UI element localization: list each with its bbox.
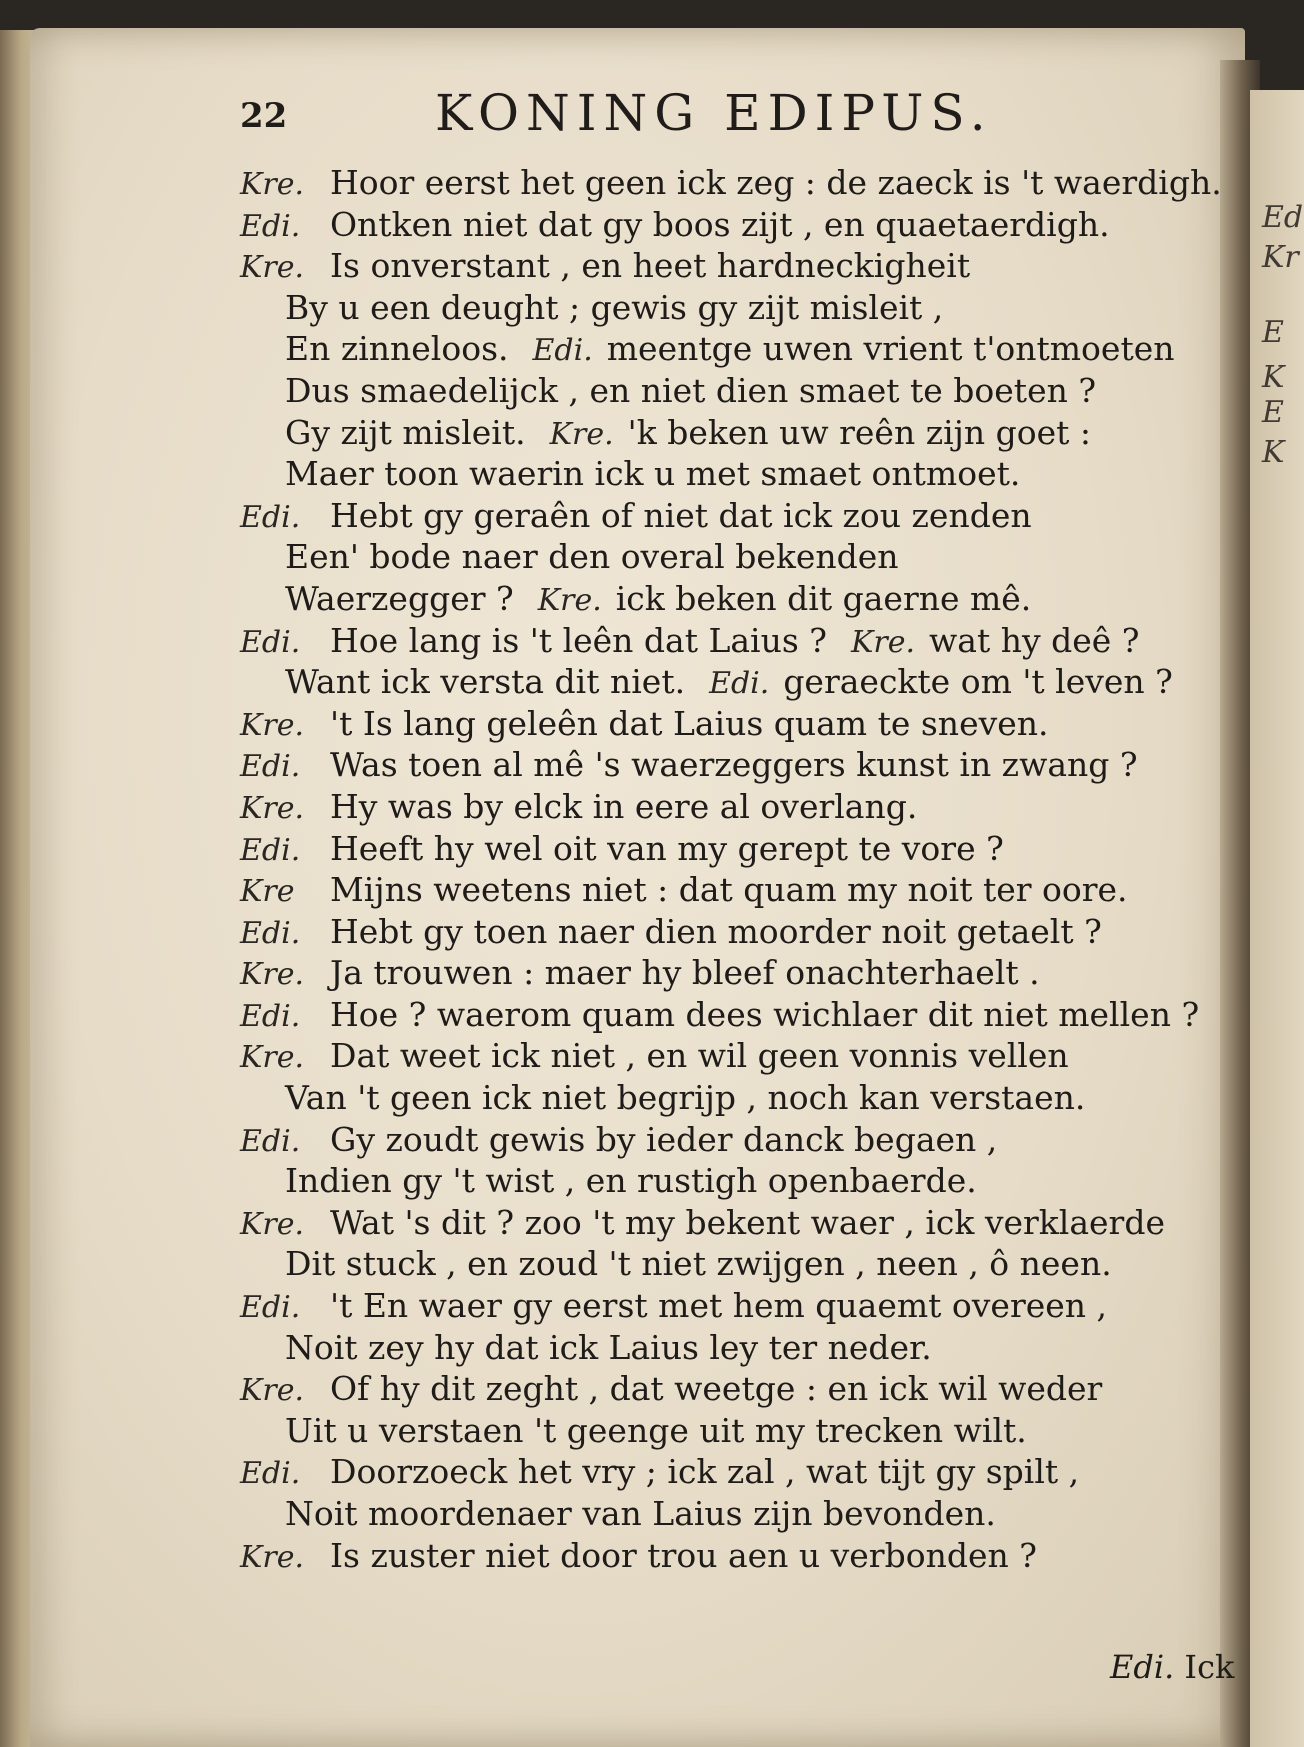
verse-line [240, 287, 1170, 329]
speaker-label: Kre. [549, 416, 614, 452]
verse-line [240, 786, 1170, 828]
verse-text: Ja trouwen : maer hy bleef onachterhaelt . [330, 953, 1040, 993]
verse-text: Indien gy 't wist , en rustigh openbaerde. [285, 1161, 977, 1201]
verse-line [240, 370, 1170, 412]
verse-text: Hebt gy geraên of niet dat ick zou zenden [330, 495, 1032, 535]
speaker-label: Kre. [240, 250, 305, 286]
verse-line [240, 1285, 1170, 1327]
verse-line [240, 703, 1170, 745]
speaker-label: Kre. [240, 957, 305, 993]
verse-line [240, 1243, 1170, 1285]
speaker-label: Edi. [240, 915, 301, 951]
verse-line [240, 1119, 1170, 1161]
speaker-label: Edi. [240, 1123, 301, 1159]
verse-text: Hoe lang is 't leên dat Laius ? [330, 620, 827, 660]
verse-line [240, 204, 1170, 246]
speaker-label: Edi. [240, 998, 301, 1034]
verse-text: Want ick versta dit niet. [285, 662, 686, 702]
verse-text: Of hy dit zeght , dat weetge : en ick wil weder [330, 1369, 1103, 1409]
speaker-label: Edi. [532, 333, 593, 369]
verse-line [240, 952, 1170, 994]
verse-text: Doorzoeck het vry ; ick zal , wat tijt gy spilt , [330, 1452, 1080, 1492]
verse-line [240, 994, 1200, 1036]
verse-text: Wat 's dit ? zoo 't my bekent waer , ick verklaerde [330, 1202, 1165, 1242]
catchword [1110, 1648, 1234, 1686]
verse-line [240, 495, 1170, 537]
verse-text: En zinneloos. [285, 329, 509, 369]
play-text [240, 162, 1222, 1576]
speaker-label: Edi. [240, 749, 301, 785]
verse-line [240, 578, 1170, 620]
speaker-label: Edi. [240, 832, 301, 868]
verse-text: Hoor eerst het geen ick zeg : de zaeck is 't waerdigh. [330, 163, 1222, 202]
verse-line [240, 1327, 1170, 1369]
verse-line [240, 245, 1170, 287]
verse-text: Een' bode naer den overal bekenden [285, 537, 899, 577]
verse-text: Gy zoudt gewis by ieder danck begaen , [330, 1119, 998, 1159]
verse-text: Gy zijt misleit. [285, 412, 526, 452]
speaker-label: Edi. [240, 499, 301, 535]
facing-page-fragment: Ed [1262, 200, 1304, 235]
verse-text: meentge uwen vrient t'ontmoeten [606, 329, 1175, 369]
verse-line [240, 744, 1170, 786]
catchword-text: Ick [1184, 1648, 1235, 1686]
verse-line [240, 162, 1222, 204]
verse-text: Noit zey hy dat ick Laius ley ter neder. [285, 1327, 932, 1367]
speaker-label: Edi. [240, 1290, 301, 1326]
verse-text: 't Is lang geleên dat Laius quam te sneven. [330, 703, 1049, 743]
verse-text: wat hy deê ? [929, 620, 1140, 660]
running-title: KONING EDIPUS. [435, 84, 993, 142]
verse-text: Hy was by elck in eere al overlang. [330, 786, 918, 826]
verse-text: Waerzegger ? [285, 578, 514, 618]
verse-line [240, 1160, 1170, 1202]
verse-text: Ontken niet dat gy boos zijt , en quaetaerdigh. [330, 204, 1110, 244]
verse-text: Hebt gy toen naer dien moorder noit getaelt ? [330, 911, 1102, 951]
speaker-label: Kre. [240, 790, 305, 826]
verse-text: Heeft hy wel oit van my gerept te vore ? [330, 828, 1004, 868]
verse-line [240, 661, 1173, 703]
verse-line [240, 869, 1170, 911]
verse-text: geraeckte om 't leven ? [783, 662, 1173, 702]
speaker-label: Kre. [240, 1373, 305, 1409]
verse-line [240, 1035, 1170, 1077]
speaker-label: Kre. [240, 167, 305, 202]
verse-line [240, 536, 1170, 578]
speaker-label: Kre. [240, 1040, 305, 1076]
speaker-label: Kre. [240, 1539, 305, 1575]
verse-text: 'k beken uw reên zijn goet : [627, 412, 1091, 452]
verse-line [240, 1410, 1170, 1452]
verse-line [240, 1493, 1170, 1535]
verse-text: Dit stuck , en zoud 't niet zwijgen , neen , ô neen. [285, 1244, 1112, 1284]
speaker-label: Edi. [240, 208, 301, 244]
verse-line [240, 412, 1170, 454]
verse-line [240, 1535, 1170, 1577]
verse-text: ick beken dit gaerne mê. [615, 578, 1032, 618]
verse-text: Is onverstant , en heet hardneckigheit [330, 246, 971, 286]
speaker-label: Kre. [537, 582, 602, 618]
facing-page-fragment: K [1262, 360, 1285, 395]
verse-text: 't En waer gy eerst met hem quaemt overeen , [330, 1286, 1108, 1326]
verse-line [240, 1202, 1170, 1244]
verse-text: Is zuster niet door trou aen u verbonden ? [330, 1535, 1037, 1575]
speaker-label: Kre [240, 874, 295, 910]
verse-line [240, 1451, 1170, 1493]
speaker-label: Edi. [240, 624, 301, 660]
page-header [240, 78, 1140, 148]
facing-page-fragment: E [1262, 395, 1284, 430]
verse-text: Maer toon waerin ick u met smaet ontmoet. [285, 454, 1021, 494]
verse-line [240, 1368, 1170, 1410]
speaker-label: Kre. [240, 707, 305, 743]
verse-text: Was toen al mê 's waerzeggers kunst in zwang ? [330, 745, 1138, 785]
speaker-label: Edi. [240, 1456, 301, 1492]
verse-text: Uit u verstaen 't geenge uit my trecken wilt. [285, 1410, 1027, 1450]
verse-text: Noit moordenaer van Laius zijn bevonden. [285, 1494, 996, 1533]
speaker-label: Kre. [850, 624, 916, 660]
verse-line [240, 328, 1175, 370]
verse-text: Dus smaedelijck , en niet dien smaet te boeten ? [285, 370, 1097, 410]
facing-page-fragment: E [1262, 315, 1284, 350]
verse-text: Mijns weetens niet : dat quam my noit ter oore. [330, 870, 1128, 910]
speaker-label: Edi. [709, 666, 770, 702]
verse-text: Dat weet ick niet , en wil geen vonnis vellen [330, 1036, 1069, 1076]
verse-line [240, 453, 1170, 495]
verse-line [240, 828, 1170, 870]
facing-page-fragment: K [1262, 435, 1285, 470]
verse-text: Hoe ? waerom quam dees wichlaer dit niet mellen ? [330, 994, 1200, 1034]
verse-text: Van 't geen ick niet begrijp , noch kan verstaen. [285, 1078, 1086, 1118]
facing-page-fragment: Kr [1262, 240, 1299, 275]
verse-text: By u een deught ; gewis gy zijt misleit , [285, 287, 944, 327]
verse-line [240, 1077, 1170, 1119]
page-number: 22 [240, 96, 288, 136]
speaker-label: Kre. [240, 1206, 305, 1242]
verse-line [240, 911, 1170, 953]
verse-line [240, 620, 1170, 662]
catchword-speaker: Edi. [1110, 1648, 1175, 1686]
